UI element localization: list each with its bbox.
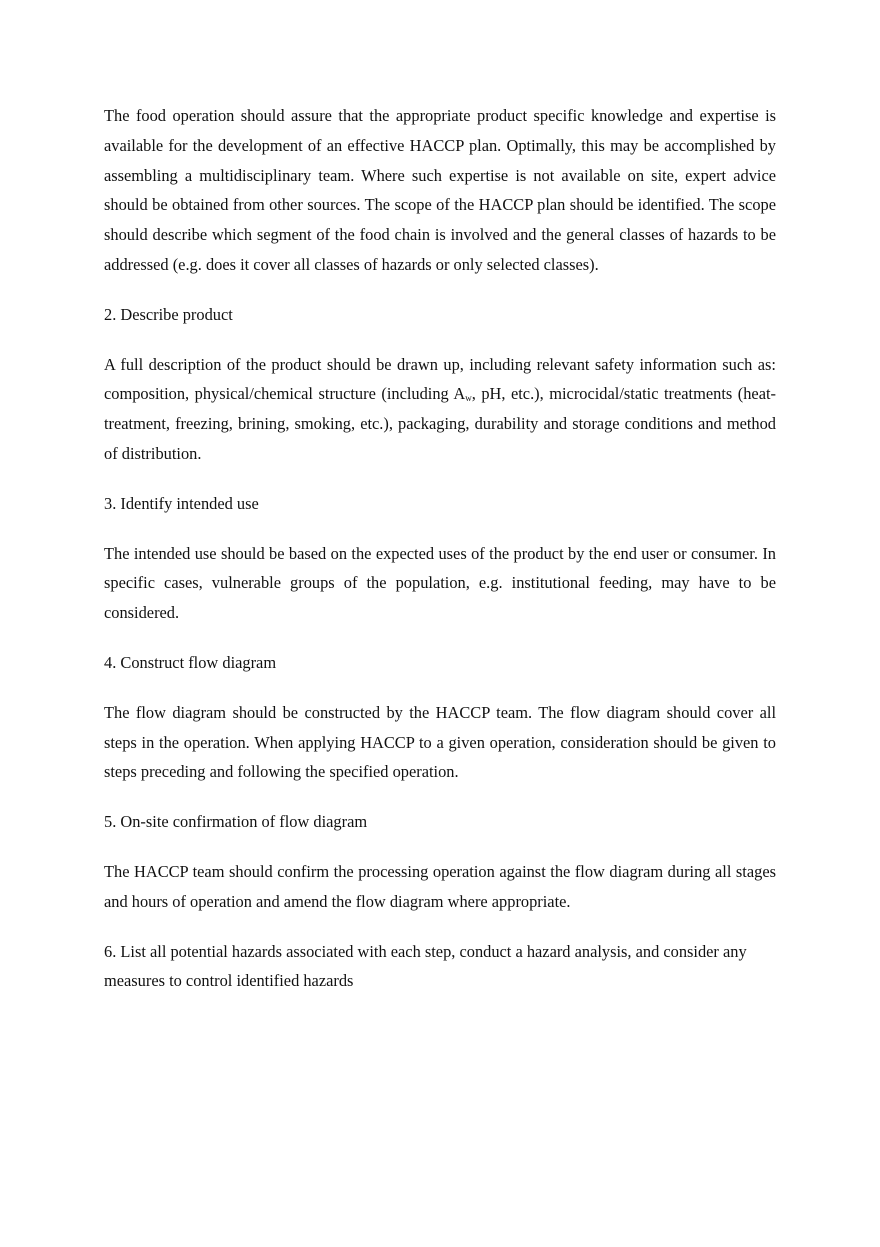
water-activity-subscript: w xyxy=(465,393,472,404)
section-2-paragraph xyxy=(104,350,776,469)
section-4-paragraph: The flow diagram should be constructed by the HACCP team. The flow diagram should cover all steps in the operation. When applying HACCP to a given operation, consideration should be given to steps preceding and following the specified operation. xyxy=(104,702,776,782)
section-6-heading: 6. List all potential hazards associated with each step, conduct a hazard analysis, and consider any measures to control identified hazards xyxy=(104,941,747,991)
section-3-paragraph: The intended use should be based on the expected uses of the product by the end user or consumer. In specific cases, vulnerable groups of the population, e.g. institutional feeding, may have to be considered. xyxy=(104,543,776,623)
section-5-heading: 5. On-site confirmation of flow diagram xyxy=(104,812,368,832)
intro-paragraph: The food operation should assure that the appropriate product specific knowledge and expertise is available for the development of an effective HACCP plan. Optimally, this may be accomplished by assembling a multidisciplinary team. Where such expertise is not available on site, expert advice should be obtained from other sources. The scope of the HACCP plan should be identified. The scope should describe which segment of the food chain is involved and the general classes of hazards to be addressed (e.g. does it cover all classes of hazards or only selected classes). xyxy=(104,106,776,274)
section-5-paragraph: The HACCP team should confirm the processing operation against the flow diagram during all stages and hours of operation and amend the flow diagram where appropriate. xyxy=(104,861,776,911)
section-3-heading: 3. Identify intended use xyxy=(104,493,259,513)
section-4-heading: 4. Construct flow diagram xyxy=(104,652,277,672)
section-2-text-end: , pH, etc.), microcidal/static treatments (heat-treatment, freezing, brining, smoking, etc.), packaging, durability and storage conditions and method of distribution. xyxy=(104,384,776,463)
document-page xyxy=(104,101,776,1016)
section-2-text-start: A full description of the product should be drawn up, including relevant safety information such as: composition, physical/chemical structure (including A xyxy=(104,354,776,404)
section-2-heading: 2. Describe product xyxy=(104,304,233,324)
